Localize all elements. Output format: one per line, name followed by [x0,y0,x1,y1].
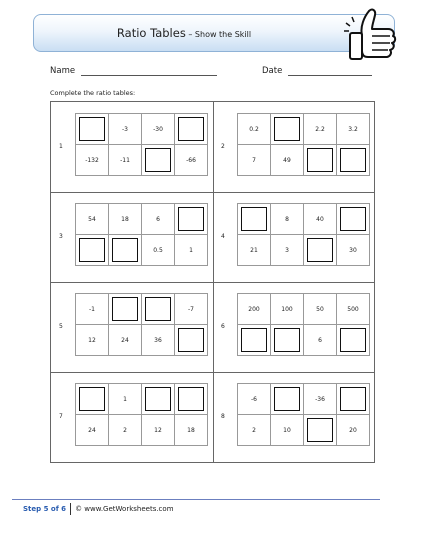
ratio-cell: -66 [175,145,208,176]
ratio-row [76,235,208,266]
ratio-table [75,293,208,356]
answer-box[interactable] [145,148,171,172]
worksheet-header [33,14,395,52]
ratio-row [76,114,208,145]
ratio-cell: 12 [76,325,109,356]
answer-box[interactable] [178,207,204,231]
date-line[interactable] [288,67,372,76]
ratio-cell: 1 [109,384,142,415]
ratio-cell[interactable] [304,235,337,266]
answer-box[interactable] [307,238,333,262]
ratio-row [238,204,370,235]
date-label: Date [262,66,283,76]
ratio-table [237,113,370,176]
ratio-cell: -36 [304,384,337,415]
ratio-cell: -7 [175,294,208,325]
ratio-cell: -6 [238,384,271,415]
answer-box[interactable] [340,207,366,231]
ratio-cell: 24 [109,325,142,356]
answer-box[interactable] [340,387,366,411]
ratio-cell: 100 [271,294,304,325]
ratio-cell[interactable] [76,235,109,266]
ratio-cell[interactable] [142,145,175,176]
answer-box[interactable] [274,328,300,352]
answer-box[interactable] [145,297,171,321]
ratio-cell: 7 [238,145,271,176]
answer-box[interactable] [274,117,300,141]
ratio-cell[interactable] [175,114,208,145]
ratio-cell[interactable] [109,235,142,266]
name-line[interactable] [81,67,217,76]
ratio-cell: 6 [142,204,175,235]
answer-box[interactable] [178,117,204,141]
ratio-table [237,293,370,356]
ratio-cell[interactable] [271,114,304,145]
date-field [262,66,372,76]
problem-number: 3 [59,233,63,240]
grid-divider-horizontal [51,192,374,193]
ratio-cell: 0.5 [142,235,175,266]
ratio-cell: 3 [271,235,304,266]
ratio-cell[interactable] [304,145,337,176]
ratio-cell: 18 [109,204,142,235]
ratio-cell[interactable] [337,384,370,415]
ratio-table [237,383,370,446]
answer-box[interactable] [145,387,171,411]
ratio-cell[interactable] [175,325,208,356]
answer-box[interactable] [79,238,105,262]
ratio-row [238,114,370,145]
ratio-table [75,203,208,266]
ratio-cell[interactable] [337,325,370,356]
worksheet-title [34,26,334,40]
answer-box[interactable] [274,387,300,411]
ratio-row [76,384,208,415]
ratio-cell[interactable] [76,114,109,145]
answer-box[interactable] [241,207,267,231]
problem-number: 5 [59,323,63,330]
ratio-cell: 2 [238,415,271,446]
ratio-cell: 2.2 [304,114,337,145]
ratio-cell: 40 [304,204,337,235]
footer-separator [70,503,71,515]
ratio-cell[interactable] [337,204,370,235]
ratio-row [238,294,370,325]
problem-number: 8 [221,413,225,420]
answer-box[interactable] [307,418,333,442]
ratio-cell: 30 [337,235,370,266]
ratio-cell[interactable] [304,415,337,446]
ratio-row [238,145,370,176]
ratio-row [76,204,208,235]
ratio-cell: 49 [271,145,304,176]
answer-box[interactable] [340,328,366,352]
ratio-row [238,325,370,356]
ratio-cell[interactable] [175,204,208,235]
problem-number: 6 [221,323,225,330]
answer-box[interactable] [178,328,204,352]
grid-divider-horizontal [51,282,374,283]
answer-box[interactable] [178,387,204,411]
ratio-row [238,235,370,266]
ratio-cell: 24 [76,415,109,446]
ratio-cell: 2 [109,415,142,446]
ratio-row [76,415,208,446]
problem-number: 1 [59,143,63,150]
thumbs-up-icon [342,5,400,67]
problem-number: 7 [59,413,63,420]
ratio-row [76,325,208,356]
ratio-row [76,145,208,176]
ratio-cell[interactable] [271,325,304,356]
ratio-cell: 54 [76,204,109,235]
ratio-cell: 18 [175,415,208,446]
ratio-cell: 200 [238,294,271,325]
answer-box[interactable] [241,328,267,352]
ratio-cell: 6 [304,325,337,356]
answer-box[interactable] [340,148,366,172]
ratio-table [237,203,370,266]
footer-divider [12,499,380,500]
ratio-cell[interactable] [142,384,175,415]
ratio-row [238,415,370,446]
ratio-cell: -3 [109,114,142,145]
ratio-cell: 10 [271,415,304,446]
grid-divider-horizontal [51,372,374,373]
ratio-cell: 3.2 [337,114,370,145]
ratio-row [238,384,370,415]
ratio-cell: -30 [142,114,175,145]
ratio-cell[interactable] [109,294,142,325]
ratio-cell[interactable] [76,384,109,415]
ratio-cell: -1 [76,294,109,325]
ratio-cell[interactable] [175,384,208,415]
ratio-cell: 50 [304,294,337,325]
footer [23,503,174,515]
ratio-cell: 8 [271,204,304,235]
ratio-cell[interactable] [337,145,370,176]
ratio-cell[interactable] [238,204,271,235]
title-main: Ratio Tables [116,26,186,40]
name-label: Name [50,66,76,76]
problem-number: 2 [221,143,225,150]
ratio-cell: 12 [142,415,175,446]
ratio-cell: 36 [142,325,175,356]
ratio-cell[interactable] [142,294,175,325]
copyright-text: © www.GetWorksheets.com [75,505,174,513]
ratio-cell[interactable] [271,384,304,415]
ratio-row [76,294,208,325]
ratio-cell: 21 [238,235,271,266]
instructions: Complete the ratio tables: [50,89,136,97]
ratio-cell: -11 [109,145,142,176]
answer-box[interactable] [79,387,105,411]
ratio-table [75,113,208,176]
title-subtitle: – Show the Skill [185,30,252,39]
answer-box[interactable] [112,297,138,321]
ratio-cell: 500 [337,294,370,325]
ratio-cell: 0.2 [238,114,271,145]
ratio-cell: 20 [337,415,370,446]
ratio-cell[interactable] [238,325,271,356]
ratio-table [75,383,208,446]
step-indicator: Step 5 of 6 [23,505,67,513]
ratio-cell: -132 [76,145,109,176]
ratio-cell: 1 [175,235,208,266]
problem-number: 4 [221,233,225,240]
answer-box[interactable] [307,148,333,172]
answer-box[interactable] [112,238,138,262]
answer-box[interactable] [79,117,105,141]
name-field [50,66,217,76]
